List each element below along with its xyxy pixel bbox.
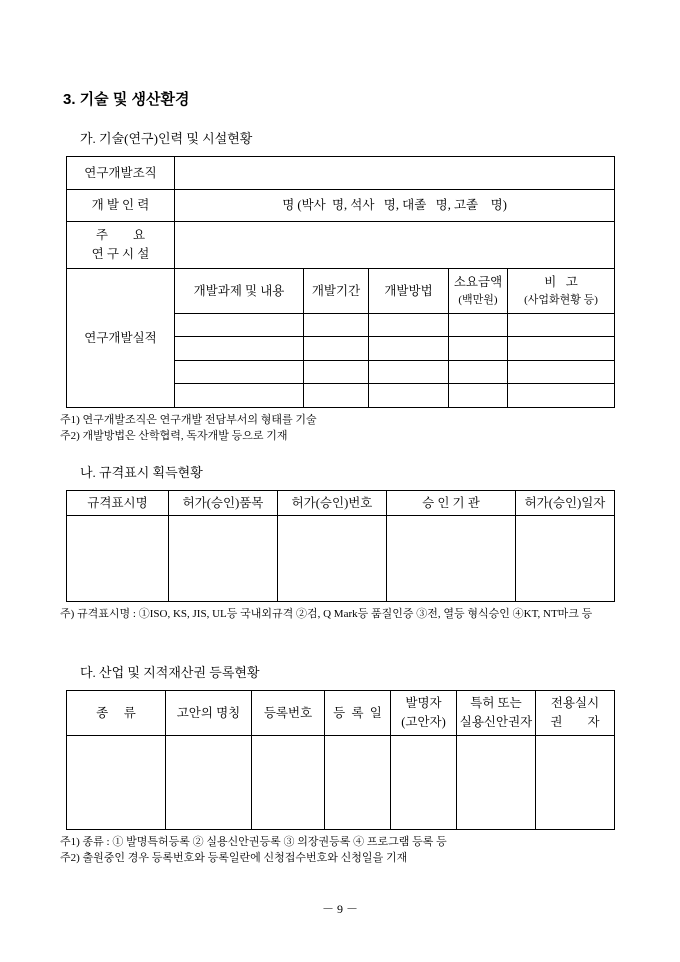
facility-label-line2: 연 구 시 설 bbox=[91, 247, 150, 261]
table-row bbox=[67, 516, 615, 602]
cell[interactable] bbox=[175, 384, 304, 408]
note-1: 주1) 연구개발조직은 연구개발 전담부서의 형태를 기술 bbox=[60, 414, 317, 426]
cell[interactable] bbox=[508, 337, 615, 361]
header-reg-date: 등 록 일 bbox=[325, 691, 391, 736]
note-standards: 주) 규격표시명 : ①ISO, KS, JIS, UL등 국내외규격 ②검, Q Mark등 품질인증 ③전, 열등 형식승인 ④KT, NT마크 등 bbox=[60, 608, 593, 620]
org-cell[interactable] bbox=[175, 157, 615, 190]
facility-label-line1: 주 요 bbox=[95, 228, 146, 243]
note-ip-1: 주1) 종류 : ① 발명특허등록 ② 실용신안권등록 ③ 의장권등록 ④ 프로그램 등록 등 bbox=[60, 836, 447, 848]
cell[interactable] bbox=[252, 736, 325, 830]
cell[interactable] bbox=[536, 736, 615, 830]
header-number: 허가(승인)번호 bbox=[278, 491, 387, 516]
part-a-title: 가. 기술(연구)인력 및 시설현황 bbox=[80, 131, 253, 146]
part-c-title: 다. 산업 및 지적재산권 등록현황 bbox=[80, 665, 260, 680]
cell[interactable] bbox=[304, 314, 369, 337]
cell[interactable] bbox=[449, 314, 508, 337]
cell[interactable] bbox=[67, 736, 166, 830]
cell[interactable] bbox=[304, 361, 369, 384]
holder-line1: 특허 또는 bbox=[470, 696, 522, 711]
header-amount bbox=[449, 269, 508, 314]
cell[interactable] bbox=[508, 314, 615, 337]
part-b-title: 나. 규격표시 획득현황 bbox=[80, 465, 203, 480]
cell[interactable] bbox=[175, 361, 304, 384]
header-period: 개발기간 bbox=[304, 269, 369, 314]
header-reg-number: 등록번호 bbox=[252, 691, 325, 736]
cell[interactable] bbox=[516, 516, 615, 602]
section-title: 3. 기술 및 생산환경 bbox=[63, 91, 190, 108]
remarks-sub: (사업화현황 등) bbox=[524, 294, 598, 307]
header-licensee bbox=[536, 691, 615, 736]
cell[interactable] bbox=[387, 516, 516, 602]
inventor-line2: (고안자) bbox=[401, 715, 446, 729]
remarks-label: 비 고 bbox=[544, 275, 578, 290]
cell[interactable] bbox=[449, 361, 508, 384]
cell[interactable] bbox=[304, 337, 369, 361]
cell[interactable] bbox=[369, 337, 449, 361]
cell[interactable] bbox=[304, 384, 369, 408]
amount-label: 소요금액 bbox=[453, 275, 503, 290]
header-remarks bbox=[508, 269, 615, 314]
results-label: 연구개발실적 bbox=[67, 269, 175, 408]
standards-table bbox=[66, 490, 615, 602]
header-standard-name: 규격표시명 bbox=[67, 491, 169, 516]
cell[interactable] bbox=[457, 736, 536, 830]
header-method: 개발방법 bbox=[369, 269, 449, 314]
header-agency: 승 인 기 관 bbox=[387, 491, 516, 516]
header-inventor bbox=[391, 691, 457, 736]
ip-table bbox=[66, 690, 615, 830]
header-title: 고안의 명칭 bbox=[166, 691, 252, 736]
cell[interactable] bbox=[369, 361, 449, 384]
cell[interactable] bbox=[166, 736, 252, 830]
header-holder bbox=[457, 691, 536, 736]
header-item: 허가(승인)품목 bbox=[169, 491, 278, 516]
cell[interactable] bbox=[369, 314, 449, 337]
cell[interactable] bbox=[175, 314, 304, 337]
cell[interactable] bbox=[449, 384, 508, 408]
staff-value[interactable]: 명 (박사 명, 석사 명, 대졸 명, 고졸 명) bbox=[175, 190, 615, 222]
licensee-line2: 권 자 bbox=[550, 715, 600, 729]
amount-unit: (백만원) bbox=[458, 294, 498, 307]
header-task: 개발과제 및 내용 bbox=[175, 269, 304, 314]
facility-label bbox=[67, 222, 175, 269]
cell[interactable] bbox=[508, 384, 615, 408]
page-number: － 9 － bbox=[321, 902, 358, 916]
org-label: 연구개발조직 bbox=[67, 157, 175, 190]
header-type: 종 류 bbox=[67, 691, 166, 736]
holder-line2: 실용신안권자 bbox=[459, 715, 533, 729]
cell[interactable] bbox=[169, 516, 278, 602]
staff-label: 개 발 인 력 bbox=[67, 190, 175, 222]
note-ip-2: 주2) 출원중인 경우 등록번호와 등록일란에 신청접수번호와 신청일을 기재 bbox=[60, 852, 408, 864]
cell[interactable] bbox=[175, 337, 304, 361]
cell[interactable] bbox=[278, 516, 387, 602]
rnd-table bbox=[66, 156, 615, 408]
inventor-line1: 발명자 bbox=[405, 696, 442, 711]
cell[interactable] bbox=[67, 516, 169, 602]
table-row bbox=[67, 736, 615, 830]
note-2: 주2) 개발방법은 산학협력, 독자개발 등으로 기재 bbox=[60, 430, 288, 442]
facility-cell[interactable] bbox=[175, 222, 615, 269]
cell[interactable] bbox=[325, 736, 391, 830]
cell[interactable] bbox=[508, 361, 615, 384]
cell[interactable] bbox=[369, 384, 449, 408]
header-date: 허가(승인)일자 bbox=[516, 491, 615, 516]
licensee-line1: 전용실시 bbox=[550, 696, 600, 711]
cell[interactable] bbox=[391, 736, 457, 830]
cell[interactable] bbox=[449, 337, 508, 361]
